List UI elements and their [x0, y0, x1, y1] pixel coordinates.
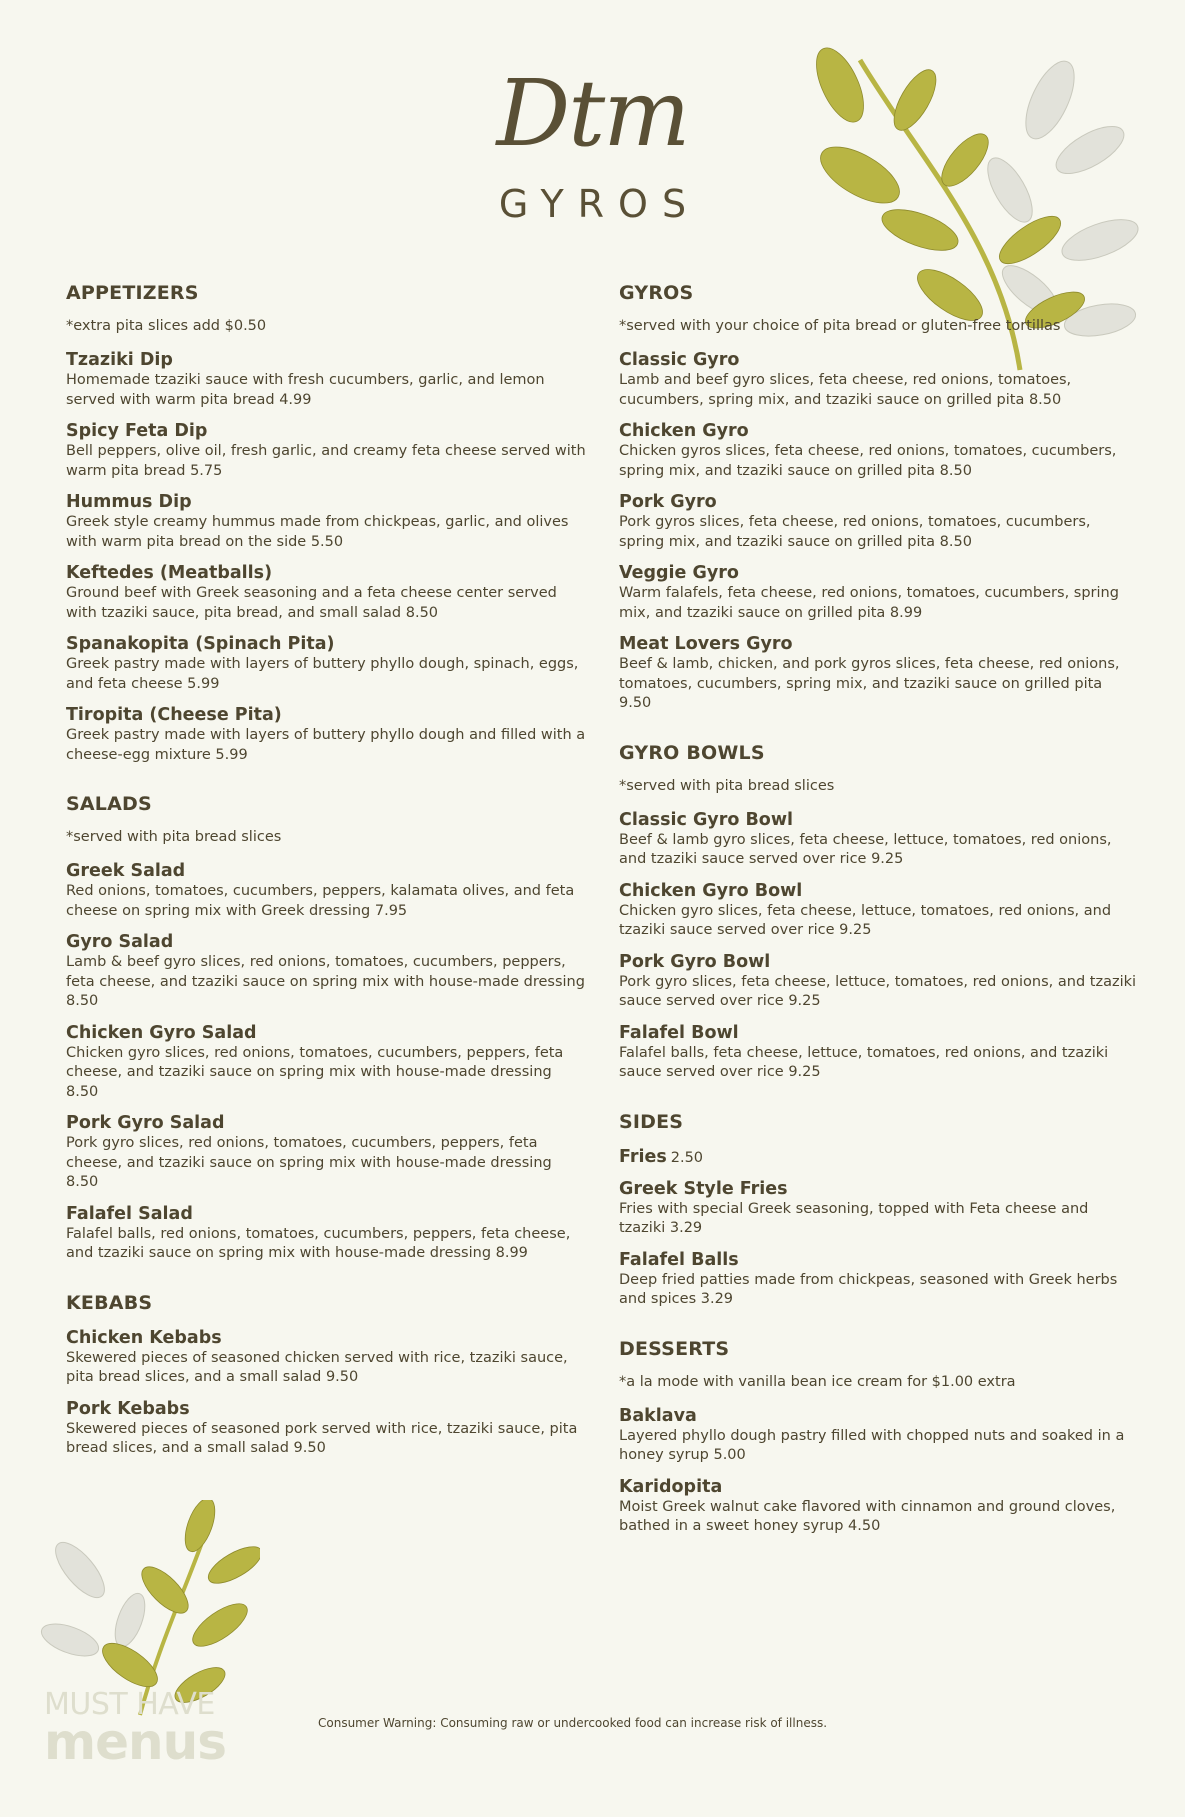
- item-name: Greek Style Fries: [619, 1178, 788, 1199]
- menu-item: [619, 809, 1139, 870]
- menu-item: [66, 1203, 586, 1264]
- item-desc: Greek style creamy hummus made from chickpeas, garlic, and olives with warm pita bread on the side 5.50: [66, 514, 569, 550]
- section-note: *served with pita bread slices: [619, 777, 835, 794]
- menu-item: [619, 349, 1139, 410]
- watermark-logo: [44, 1687, 284, 1771]
- item-desc: Chicken gyro slices, red onions, tomatoes, cucumbers, peppers, feta cheese, and tzaziki sauce on spring mix with house-made dressing 8.50: [66, 1044, 564, 1100]
- menu-item: [619, 880, 1139, 941]
- menu-item: [66, 931, 586, 1012]
- item-desc: Chicken gyro slices, feta cheese, lettuce, tomatoes, red onions, and tzaziki sauce served over rice 9.25: [619, 902, 1112, 938]
- item-name: Greek Salad: [66, 861, 186, 881]
- menu-item: [619, 1178, 1139, 1239]
- item-name: Spicy Feta Dip: [66, 421, 208, 441]
- item-name: Chicken Gyro Bowl: [619, 880, 803, 901]
- item-name: Baklava: [619, 1405, 697, 1426]
- watermark-line2: menus: [44, 1713, 226, 1771]
- section-title: APPETIZERS: [66, 282, 199, 304]
- item-name: Karidopita: [619, 1476, 723, 1497]
- item-desc: Moist Greek walnut cake flavored with cinnamon and ground cloves, bathed in a sweet honey syrup 4.50: [619, 1498, 1116, 1534]
- menu-column-left: [66, 282, 586, 1487]
- section-salads: [66, 793, 586, 1264]
- item-name: Pork Gyro: [619, 492, 717, 512]
- menu-item: [66, 704, 586, 765]
- item-desc: Bell peppers, olive oil, fresh garlic, and creamy feta cheese served with warm pita bread 5.75: [66, 443, 586, 479]
- item-desc: Falafel balls, red onions, tomatoes, cucumbers, peppers, feta cheese, and tzaziki sauce on spring mix with house-made dressing 8.99: [66, 1225, 571, 1261]
- consumer-warning: Consumer Warning: Consuming raw or undercooked food can increase risk of illness.: [318, 1716, 828, 1730]
- menu-item: [66, 562, 586, 623]
- item-name: Hummus Dip: [66, 492, 192, 512]
- section-desserts: [619, 1338, 1139, 1537]
- item-name: Falafel Balls: [619, 1249, 739, 1270]
- item-name: Pork Gyro Salad: [66, 1113, 225, 1133]
- item-desc: Ground beef with Greek seasoning and a feta cheese center served with tzaziki sauce, pita bread, and small salad 8.50: [66, 585, 557, 621]
- item-name: Spanakopita (Spinach Pita): [66, 634, 335, 654]
- item-price: 2.50: [670, 1149, 704, 1166]
- item-name: Veggie Gyro: [619, 563, 739, 583]
- section-kebabs: [66, 1292, 586, 1459]
- menu-item: [66, 633, 586, 694]
- item-desc: Skewered pieces of seasoned chicken served with rice, tzaziki sauce, pita bread slices, and a small salad 9.50: [66, 1349, 568, 1385]
- item-desc: Chicken gyros slices, feta cheese, red onions, tomatoes, cucumbers, spring mix, and tzaziki sauce on grilled pita 8.50: [619, 443, 1117, 479]
- menu-item: [66, 1398, 586, 1459]
- item-name: Fries: [619, 1146, 667, 1167]
- menu-item: [66, 349, 586, 410]
- section-note: *a la mode with vanilla bean ice cream for $1.00 extra: [619, 1373, 1016, 1390]
- menu-item: [66, 1327, 586, 1388]
- item-name: Falafel Bowl: [619, 1022, 739, 1043]
- item-name: Classic Gyro: [619, 350, 740, 370]
- item-desc: Beef & lamb gyro slices, feta cheese, lettuce, tomatoes, red onions, and tzaziki sauce served over rice 9.25: [619, 831, 1112, 867]
- menu-item: [66, 491, 586, 552]
- item-name: Pork Kebabs: [66, 1398, 190, 1419]
- menu-item: [619, 1146, 1139, 1168]
- menu-item: [619, 420, 1139, 481]
- item-desc: Homemade tzaziki sauce with fresh cucumbers, garlic, and lemon served with warm pita bread 4.99: [66, 372, 545, 408]
- menu-item: [619, 1022, 1139, 1083]
- menu-item: [619, 1476, 1139, 1537]
- brand-subtitle: GYROS: [498, 182, 701, 226]
- section-gyro-bowls: [619, 742, 1139, 1083]
- item-desc: Falafel balls, feta cheese, lettuce, tomatoes, red onions, and tzaziki sauce served over rice 9.25: [619, 1044, 1109, 1080]
- menu-item: [619, 633, 1139, 714]
- section-note: *served with your choice of pita bread or gluten-free tortillas: [619, 318, 1061, 334]
- item-name: Classic Gyro Bowl: [619, 809, 793, 830]
- item-desc: Pork gyro slices, red onions, tomatoes, cucumbers, peppers, feta cheese, and tzaziki sauce on spring mix with house-made dressing 8.50: [66, 1135, 552, 1190]
- item-desc: Greek pastry made with layers of buttery phyllo dough, spinach, eggs, and feta cheese 5.99: [66, 656, 579, 692]
- item-desc: Beef & lamb, chicken, and pork gyros slices, feta cheese, red onions, tomatoes, cucumbers, spring mix, and tzaziki sauce on grilled pita 9.50: [619, 656, 1120, 711]
- section-title: SIDES: [619, 1110, 684, 1133]
- menu-item: [619, 491, 1139, 552]
- item-desc: Lamb & beef gyro slices, red onions, tomatoes, cucumbers, peppers, feta cheese, and tzaziki sauce on spring mix with house-made dressing 8.50: [66, 954, 585, 1009]
- item-name: Falafel Salad: [66, 1203, 193, 1224]
- item-name: Gyro Salad: [66, 932, 174, 952]
- menu-item: [66, 420, 586, 481]
- menu-item: [66, 860, 586, 921]
- menu-item: [619, 562, 1139, 623]
- item-desc: Red onions, tomatoes, cucumbers, peppers, kalamata olives, and feta cheese on spring mix with Greek dressing 7.95: [66, 883, 575, 919]
- watermark-line1: MUST HAVE: [44, 1687, 215, 1722]
- section-gyros: [619, 282, 1139, 714]
- item-desc: Pork gyro slices, feta cheese, lettuce, tomatoes, red onions, and tzaziki sauce served over rice 9.25: [619, 973, 1137, 1009]
- menu-column-right: [619, 282, 1139, 1565]
- item-desc: Fries with special Greek seasoning, topped with Feta cheese and tzaziki 3.29: [619, 1200, 1089, 1236]
- item-desc: Deep fried patties made from chickpeas, seasoned with Greek herbs and spices 3.29: [619, 1271, 1118, 1307]
- section-note: *extra pita slices add $0.50: [66, 318, 267, 334]
- menu-item: [66, 1112, 586, 1193]
- item-desc: Layered phyllo dough pastry filled with chopped nuts and soaked in a honey syrup 5.00: [619, 1427, 1125, 1463]
- item-name: Chicken Gyro: [619, 421, 749, 441]
- item-name: Pork Gyro Bowl: [619, 951, 771, 972]
- menu-item: [619, 1249, 1139, 1310]
- item-name: Tzaziki Dip: [66, 350, 173, 370]
- section-title: GYROS: [619, 282, 694, 304]
- item-desc: Pork gyros slices, feta cheese, red onions, tomatoes, cucumbers, spring mix, and tzaziki sauce on grilled pita 8.50: [619, 514, 1091, 550]
- section-title: KEBABS: [66, 1291, 153, 1314]
- menu-item: [619, 1405, 1139, 1466]
- section-appetizers: [66, 282, 586, 765]
- section-sides: [619, 1111, 1139, 1310]
- item-desc: Lamb and beef gyro slices, feta cheese, red onions, tomatoes, cucumbers, spring mix, and tzaziki sauce on grilled pita 8.50: [619, 372, 1072, 408]
- item-name: Chicken Kebabs: [66, 1327, 222, 1348]
- item-name: Tiropita (Cheese Pita): [66, 705, 282, 725]
- item-desc: Warm falafels, feta cheese, red onions, tomatoes, cucumbers, spring mix, and tzaziki sauce on grilled pita 8.99: [619, 585, 1119, 621]
- item-name: Keftedes (Meatballs): [66, 563, 273, 583]
- item-desc: Greek pastry made with layers of buttery phyllo dough and filled with a cheese-egg mixture 5.99: [66, 727, 586, 763]
- section-title: GYRO BOWLS: [619, 741, 765, 764]
- menu-item: [66, 1022, 586, 1103]
- section-title: SALADS: [66, 793, 152, 815]
- section-title: DESSERTS: [619, 1337, 730, 1360]
- menu-item: [619, 951, 1139, 1012]
- item-name: Chicken Gyro Salad: [66, 1022, 257, 1043]
- item-desc: Skewered pieces of seasoned pork served with rice, tzaziki sauce, pita bread slices, and a small salad 9.50: [66, 1420, 578, 1456]
- brand-logo: Dtm: [496, 60, 689, 167]
- item-name: Meat Lovers Gyro: [619, 634, 793, 654]
- section-note: *served with pita bread slices: [66, 829, 282, 845]
